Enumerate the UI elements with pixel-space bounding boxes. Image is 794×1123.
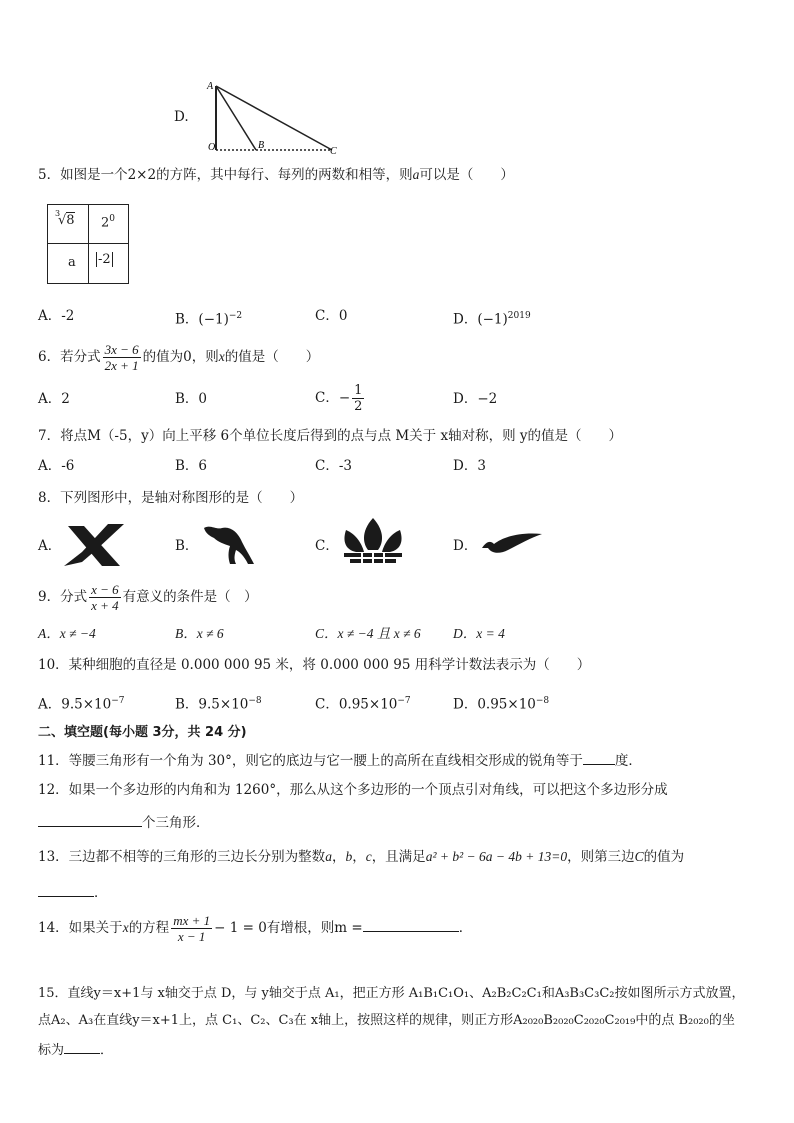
q9-option-c: C．x ≠ −4 且 x ≠ 6 bbox=[315, 626, 421, 641]
q9-option-b: B．x ≠ 6 bbox=[175, 626, 224, 641]
q11-stem: 11．等腰三角形有一个角为 30°，则它的底边与它一腰上的高所在直线相交形成的锐角等于 度． bbox=[38, 750, 642, 770]
q5-option-d: D．$(-1)^{2019}$ bbox=[453, 311, 531, 328]
q4-label-b: B bbox=[258, 140, 265, 151]
q7-option-a: A．-6 bbox=[38, 458, 75, 474]
q15-stem-line3: 标为 ． bbox=[38, 1039, 113, 1060]
q14-fraction: $\frac{mx + 1}{x - 1}$ bbox=[173, 913, 211, 944]
q4-option-d-label: D. bbox=[174, 109, 189, 125]
q10-option-b: B．$9.5\times 10^{-8}$ bbox=[175, 696, 262, 713]
q6-fraction: $\frac{3x - 6}{2x + 1}$ bbox=[104, 342, 139, 373]
q4-label-a: A bbox=[207, 81, 214, 92]
q8-option-d: D． bbox=[453, 538, 478, 554]
q4-triangle-figure bbox=[200, 78, 340, 154]
q6-option-c: C．− $\frac{1}{2}$ bbox=[315, 383, 363, 414]
q6-stem: 6．若分式 $\frac{3x - 6}{2x + 1}$ 的值为0，则x的值是（ ） bbox=[38, 342, 320, 373]
q14-answer-blank bbox=[363, 917, 459, 932]
q5-matrix bbox=[47, 204, 129, 284]
q8-stem: 8．下列图形中，是轴对称图形的是（ ） bbox=[38, 490, 304, 506]
q13-stem: 13．三边都不相等的三角形的三边长分别为整数a，b，c，且满足a² + b² − 6a − 4b + 13=0，则第三边C的值为 bbox=[38, 849, 685, 865]
q8-option-c: C． bbox=[315, 538, 339, 554]
q5-stem: 5．如图是一个2×2的方阵，其中每行、每列的两数和相等，则a可以是（ ） bbox=[38, 167, 514, 183]
q15-stem-line2: 点A₂、A₃在直线y＝x+1上，点 C₁、C₂、C₃在 x轴上，按照这样的规律，则正方形A₂₀₂₀B₂₀₂₀C₂₀₂₀C₂₀₁₉中的点 B₂₀₂₀的坐 bbox=[38, 1013, 735, 1028]
q9-fraction: $\frac{x - 6}{x + 4}$ bbox=[91, 582, 119, 613]
q5-cell-abs: -2 bbox=[98, 252, 111, 267]
x-logo-icon bbox=[62, 522, 128, 568]
q15-stem-line1: 15．直线y＝x+1与 x轴交于点 D，与 y轴交于点 A₁，把正方形 A₁B₁C₁O₁、A₂B₂C₂C₁和A₃B₃C₃C₂按如图所示方式放置， bbox=[38, 986, 745, 1001]
q4-label-o: O bbox=[208, 142, 216, 153]
q10-option-c: C．$0.95\times 10^{-7}$ bbox=[315, 696, 411, 713]
q4-label-c: C bbox=[330, 146, 337, 154]
q9-option-d: D．x = 4 bbox=[453, 626, 505, 641]
q15-answer-blank bbox=[64, 1039, 100, 1054]
q5-cell-root: √8 bbox=[58, 213, 75, 228]
q10-stem: 10．某种细胞的直径是 0.000 000 95 米，将 0.000 000 95 用科学计数法表示为（ ） bbox=[38, 657, 591, 673]
q5-option-a: A．-2 bbox=[38, 308, 75, 324]
q9-stem: 9．分式 $\frac{x - 6}{x + 4}$ 有意义的条件是（ ） bbox=[38, 582, 258, 613]
q7-option-b: B．6 bbox=[175, 458, 208, 474]
adidas-trefoil-icon bbox=[340, 516, 406, 566]
q5-option-c: C．0 bbox=[315, 308, 348, 324]
q8-option-a: A． bbox=[38, 538, 62, 554]
q14-stem: 14．如果关于x的方程 $\frac{mx + 1}{x - 1}$ − 1 = 0有增根，则m = ． bbox=[38, 913, 473, 944]
q12-stem-line1: 12．如果一个多边形的内角和为 1260°，那么从这个多边形的一个顶点引对角线，可以把这个多边形分成 bbox=[38, 782, 668, 798]
q5-cell-a: a bbox=[68, 255, 76, 270]
puma-logo-icon bbox=[200, 520, 258, 568]
q13-stem-line2: ． bbox=[38, 882, 108, 902]
q10-option-a: A．$9.5\times 10^{-7}$ bbox=[38, 696, 125, 713]
q13-answer-blank bbox=[38, 882, 94, 897]
q6-option-b: B．0 bbox=[175, 391, 208, 407]
swoosh-logo-icon bbox=[480, 528, 544, 556]
q10-option-d: D．$0.95\times 10^{-8}$ bbox=[453, 696, 550, 713]
q6-option-a: A．2 bbox=[38, 391, 70, 407]
q9-option-a: A．x ≠ −4 bbox=[38, 626, 96, 641]
q7-stem: 7．将点M（-5，y）向上平移 6个单位长度后得到的点与点 M关于 x轴对称，则 y的值是（ ） bbox=[38, 428, 623, 444]
q12-answer-blank bbox=[38, 812, 142, 827]
q11-answer-blank bbox=[583, 750, 615, 765]
q5-option-b: B．$(-1)^{-2}$ bbox=[175, 311, 243, 328]
q7-option-d: D．3 bbox=[453, 458, 486, 474]
q5-cell-power: $2^0$ bbox=[101, 214, 116, 231]
q8-option-b: B． bbox=[175, 538, 199, 554]
q6-option-d: D．−2 bbox=[453, 391, 498, 407]
q12-stem-line2: 个三角形． bbox=[38, 812, 210, 832]
section-2-heading: 二、填空题(每小题 3分，共 24 分) bbox=[38, 725, 247, 740]
q7-option-c: C．-3 bbox=[315, 458, 352, 474]
q5-cell-root-index: 3 bbox=[55, 209, 61, 218]
